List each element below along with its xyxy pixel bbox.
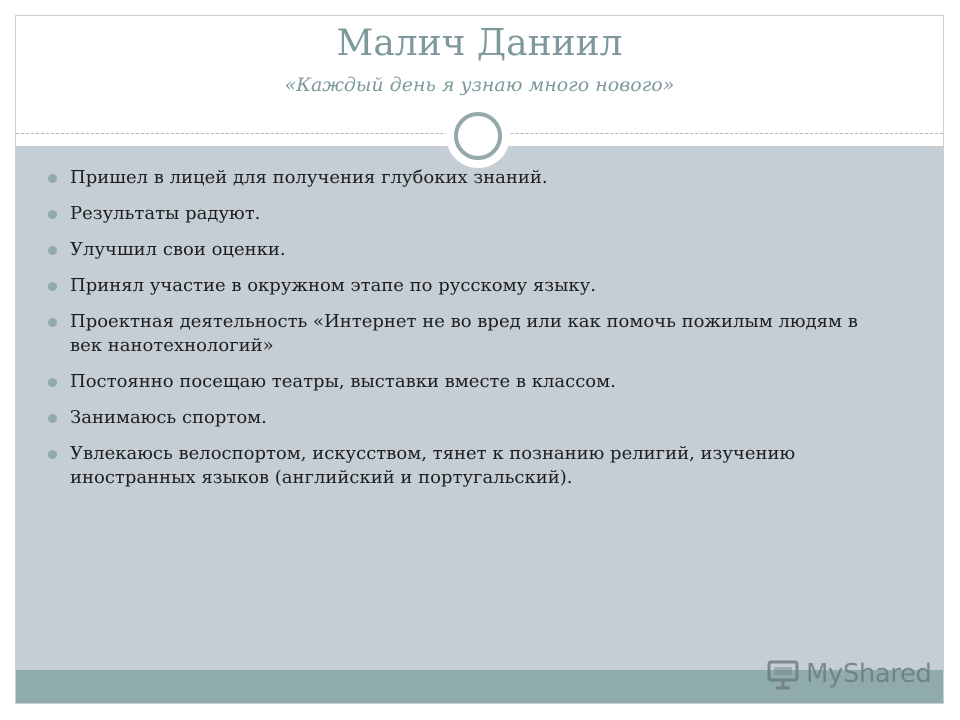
list-item-text: Результаты радуют. xyxy=(70,203,261,224)
bullet-dot-icon xyxy=(48,246,57,255)
presentation-board-icon xyxy=(766,657,800,691)
bullet-dot-icon xyxy=(48,450,57,459)
bullet-dot-icon xyxy=(48,318,57,327)
list-item-text: Пришел в лицей для получения глубоких знаний. xyxy=(70,167,548,188)
bullet-dot-icon xyxy=(48,210,57,219)
list-item xyxy=(48,310,878,358)
slide-subtitle: «Каждый день я узнаю много нового» xyxy=(284,74,675,96)
list-item xyxy=(48,238,878,262)
bullet-dot-icon xyxy=(48,174,57,183)
circle-emblem-icon xyxy=(446,104,510,168)
watermark-logo xyxy=(766,656,931,692)
list-item-text: Принял участие в окружном этапе по русскому языку. xyxy=(70,275,596,296)
list-item-text: Постоянно посещаю театры, выставки вместе в классом. xyxy=(70,371,616,392)
emblem-ring xyxy=(454,112,502,160)
list-item xyxy=(48,274,878,298)
list-item xyxy=(48,166,878,190)
list-item xyxy=(48,406,878,430)
list-item xyxy=(48,442,878,490)
bullet-dot-icon xyxy=(48,282,57,291)
list-item-text: Занимаюсь спортом. xyxy=(70,407,267,428)
list-item xyxy=(48,370,878,394)
bullet-dot-icon xyxy=(48,414,57,423)
watermark-text: MyShared xyxy=(806,659,932,689)
slide-title: Малич Даниил xyxy=(336,23,623,64)
list-item-text: Проектная деятельность «Интернет не во вред или как помочь пожилым людям в век нанотехнологий» xyxy=(70,311,858,356)
bullet-list xyxy=(48,166,878,502)
list-item xyxy=(48,202,878,226)
list-item-text: Улучшил свои оценки. xyxy=(70,239,286,260)
bullet-dot-icon xyxy=(48,378,57,387)
list-item-text: Увлекаюсь велоспортом, искусством, тянет к познанию религий, изучению иностранных языков (английский и португальский). xyxy=(70,443,796,488)
